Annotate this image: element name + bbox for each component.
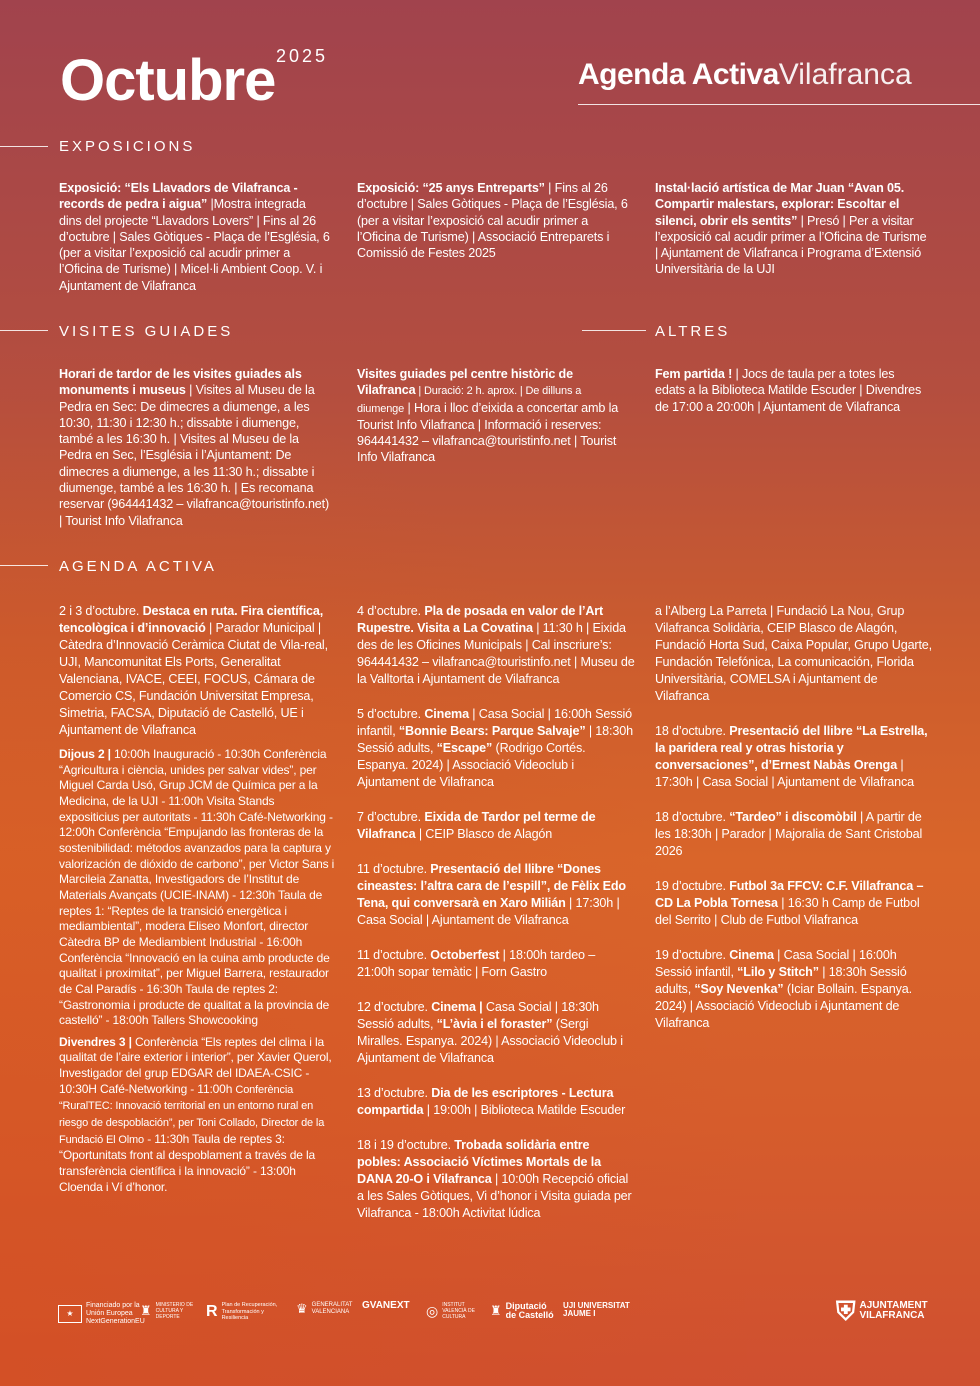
item-text: |Mostra integrada dins del projecte “Llavadors Lovers” | Fins al 26 d’octubre | Sales Gòtiques - Plaça de l’Església, 6 (per a visitar l’exposició cal acudir primer a l’Oficina de Turisme) | Micel·li Ambient Coop. V. i Ajuntament de Vilafranca <box>59 197 330 293</box>
brand-light: Vilafranca <box>778 58 912 91</box>
r-icon: R <box>206 1302 218 1320</box>
event-date: 7 d’octubre. <box>357 810 425 824</box>
event-text: | 18:30h Sessió adults, <box>357 724 633 755</box>
event-title: Cinema | <box>431 1000 483 1014</box>
logo-text: INSTITUT VALENCIÀ DE CULTURA <box>442 1302 475 1320</box>
event-date: 18 d’octubre. <box>655 724 730 738</box>
event-text: a l’Alberg La Parreta | Fundació La Nou, Grup Vilafranca Solidària, CEIP Blasco de Alagón, Fundació Horta Sud, Caixa Popular, Grupo Ugarte, Fundación Telefónica, La comunicación, Florida Universitària, COMELSA i Ajuntament de Vilafranca <box>655 604 933 703</box>
eu-flag-icon: ★ <box>58 1305 82 1323</box>
event-title: Pla de posada en valor de l’Art Rupestre. Visita a La Covatina <box>357 604 604 635</box>
event-title: Dia de les escriptores - Lectura compartida <box>357 1086 614 1117</box>
event-text: | CEIP Blasco de Alagón <box>415 827 553 841</box>
event-text: (Rodrigo Cortés. Espanya. 2024) | Associació Videoclub i Ajuntament de Vilafranca <box>357 741 586 789</box>
event-text: | A partir de les 18:30h | Parador | Majoralia de Sant Cristobal 2026 <box>655 810 923 858</box>
agenda-column-3 <box>655 603 935 1032</box>
item-title: Visites guiades pel centre històric de Vilafranca <box>357 367 573 398</box>
logo-text: Financiado por la Unión Europea NextGenerationEU <box>86 1302 145 1325</box>
day-text-small: Conferència “RuralTEC: Innovació territorial en un entorno rural en riesgo de despoblación”, per Toni Collado, Director de la Fundació El Olmo <box>59 1083 325 1146</box>
event-title: Destaca en ruta. Fira científica, tencològica i d’innovació <box>59 604 324 635</box>
logo-text: MINISTERIO DE CULTURA Y DEPORTE <box>155 1302 194 1320</box>
item-title: Horari de tardor de les visites guiades als monuments i museus <box>59 367 302 398</box>
event-text: (Sergi Miralles. Espanya. 2024) | Associació Videoclub i Ajuntament de Vilafranca <box>357 1017 623 1065</box>
day-text: - 11:30h Taula de reptes 3: “Oportunitats front al despoblament a través de la transferència científica i la innovació” - 13:00h Cloenda i Ví d’honor. <box>59 1131 315 1194</box>
logo-text: GENERALITAT VALENCIANA <box>311 1302 353 1315</box>
exposicio-1 <box>59 180 331 308</box>
ivc-logo <box>426 1302 476 1320</box>
diputacio-logo <box>490 1302 556 1320</box>
section-rule <box>0 330 48 331</box>
section-rule <box>0 565 48 566</box>
ajuntament-text <box>860 1301 928 1321</box>
crest-icon: ♜ <box>140 1303 152 1318</box>
item-duration: | Duració: 2 h. aprox. | De dilluns a diumenge <box>357 385 582 415</box>
item-text: | Hora i lloc d’eixida a concertar amb la Tourist Info Vilafranca | Informació i reserves: 964441432 – vilafranca@touristinfo.net | Tourist Info Vilafranca <box>357 400 619 465</box>
event-title: Cinema <box>729 948 774 962</box>
item-text: | Fins al 26 d’octubre | Sales Gòtiques - Plaça de l’Església, 6 (per a visitar l’exposició cal acudir primer a l’Oficina de Turisme) | Associació Entreparets i Comissió de Festes 2025 <box>357 181 628 261</box>
event-title: Presentació del llibre “La Estrella, la paridera real y otras historia y conversaciones”, d’Ernest Nabàs Orenga <box>655 724 928 772</box>
item-title: Fem partida ! <box>655 367 733 381</box>
item-text: | Visites al Museu de la Pedra en Sec: De dimecres a diumenge, a les 10:30, 11:30 i 12:30 h.; dissabte i diumenge, també a les 16:30 h. | Visites al Museu de la Pedra en Sec, l’Església i l’Ajuntament: De dimecres a diumenge, a les 11:30 h.; dissabte i diumenge, també a les 16:30 h. | Es recomana reservar (964441432 – vilafranca@touristinfo.net) | Tourist Info Vilafranca <box>59 383 330 528</box>
ajuntament-logo <box>836 1298 928 1324</box>
day-text: 10:00h Inauguració - 10:30h Conferència “Agricultura i ciència, unides per salvar vides”, per Miguel Carda Usó, Grup JCM de Química per a la Medicina, de la UJI - 11:00h Visita Stands expositicius per autoritats - 11:30h Café-Networking - 12:00h Conferència “Empujando las fronteras de la sostenibilidad: métodos avanzados para la captura y valorización de dióxido de carbono”, per Victor Sans i Marcileia Zanatta, Investigadors de l’Institut de Materials Avançats (UCIE-INAM) - 12:30h Taula de reptes 1: “Reptes de la transició energètica i mediambiental”, modera Eliseo Monfort, director Càtedra BP de Mediambient Industrial - 16:00h Conferència “Innovació en la cuina amb producte de qualitat i proximitat”, per Miguel Barrera, restaurador de Cal Paradís - 16:30h Taula de reptes 2: “Gastronomia i producte de qualitat a la provincia de castelló” - 18:00h Tallers Showcooking <box>59 747 335 1028</box>
recuperacion-logo <box>206 1302 282 1322</box>
event-title: Trobada solidària entre pobles: Associació Víctimes Mortals de la DANA 20-O i Vilafranca <box>357 1138 601 1186</box>
film-title: “Bonnie Bears: Parque Salvaje” <box>398 724 586 738</box>
event-date: 12 d’octubre. <box>357 1000 432 1014</box>
exposicio-2 <box>357 180 629 275</box>
item-title: Exposició: “25 anys Entreparts” <box>357 181 545 195</box>
event-text: | 17:30h | Casa Social | Ajuntament de Vilafranca <box>655 758 914 789</box>
page-title: Octubre <box>60 48 276 113</box>
event-text: (Iciar Bollain. Espanya. 2024) | Associació Videoclub i Ajuntament de Vilafranca <box>655 982 913 1030</box>
event-date: 18 d’octubre. <box>655 810 730 824</box>
brand-bold: Agenda Activa <box>578 58 779 91</box>
agenda-column-2 <box>357 603 635 1222</box>
event-title: Futbol 3a FFCV: C.F. Villafranca – CD La Pobla Tornesa <box>655 879 924 910</box>
generalitat-logo <box>296 1302 356 1316</box>
event-text: | 11:30 h | Eixida des de les Oficines Municipals | Cal inscriure’s: 964441432 – vilafranca@touristinfo.net | Museu de la Valltorta i Ajuntament de Vilafranca <box>357 621 635 686</box>
event-text: | 16:30 h Camp de Futbol del Serrito | Club de Futbol Vilafranca <box>655 896 920 927</box>
event-title: Eixida de Tardor pel terme de Vilafranca <box>357 810 596 841</box>
film-title: “Soy Nevenka” <box>694 982 784 996</box>
crest-icon: ♛ <box>296 1301 308 1316</box>
event-date: 2 i 3 d’octubre. <box>59 604 143 618</box>
logo-text: AJUNTAMENT <box>859 1300 928 1311</box>
crest-icon: ♜ <box>490 1303 502 1318</box>
event-text: | 18:00h tardeo – 21:00h sopar temàtic | Forn Gastro <box>357 948 596 979</box>
ministerio-logo <box>140 1302 198 1320</box>
circle-icon: ◎ <box>426 1303 439 1319</box>
logo-text: VILAFRANCA <box>859 1310 925 1321</box>
section-heading-exposicions: EXPOSICIONS <box>59 138 196 155</box>
gvanext-logo: GVANEXT <box>362 1300 410 1311</box>
event-date: 13 d’octubre. <box>357 1086 432 1100</box>
logo-text: Diputació de Castelló <box>505 1301 554 1320</box>
day-title: Divendres 3 | <box>59 1034 132 1049</box>
event-text: | Casa Social | 16:00h Sessió infantil, <box>357 707 633 738</box>
event-date: 18 i 19 d’octubre. <box>357 1138 455 1152</box>
agenda-column-1 <box>59 603 337 1209</box>
event-text: | 19:00h | Biblioteca Matilde Escuder <box>423 1103 626 1117</box>
brand-title <box>578 60 912 90</box>
event-date: 19 d’octubre. <box>655 948 730 962</box>
event-text: | 17:30h | Casa Social | Ajuntament de Vilafranca <box>357 896 620 927</box>
event-date: 5 d’octubre. <box>357 707 425 721</box>
section-heading-altres: ALTRES <box>655 323 731 340</box>
film-title: “Lilo y Stitch” <box>737 965 819 979</box>
exposicio-3 <box>655 180 927 292</box>
item-text: | Jocs de taula per a totes les edats a la Biblioteca Matilde Escuder | Divendres de 17:00 a 20:00h | Ajuntament de Vilafranca <box>655 367 922 414</box>
section-heading-visites: VISITES GUIADES <box>59 323 234 340</box>
item-title: Exposició: “Els Llavadors de Vilafranca - records de pedra i aigua” <box>59 181 298 212</box>
event-title: “Tardeo” i discomòbil <box>729 810 857 824</box>
event-title: Octoberfest <box>430 948 500 962</box>
logo-text: UJI UNIVERSITAT JAUME I <box>563 1301 630 1318</box>
event-date: 11 d’octubre. <box>357 862 431 876</box>
page-year: 2025 <box>276 46 329 66</box>
event-text: | Casa Social | 16:00h Sessió infantil, <box>655 948 897 979</box>
section-rule <box>0 146 48 147</box>
event-title: Cinema <box>424 707 469 721</box>
event-text: Casa Social | 18:30h Sessió adults, <box>357 1000 599 1031</box>
logo-text: Plan de Recuperación, Transformación y Resiliencia <box>221 1302 278 1321</box>
eu-logo <box>58 1302 144 1326</box>
uji-logo <box>563 1302 635 1318</box>
brand-divider <box>578 104 980 105</box>
section-rule <box>582 330 646 331</box>
film-title: “Escape” <box>436 741 493 755</box>
item-title: Instal·lació artística de Mar Juan “Avan 05. Compartir malestars, explorar: Escoltar el silenci, obrir els sentits” <box>655 181 905 228</box>
event-text: | Parador Municipal | Càtedra d’Innovació Ceràmica Ciutat de Vila-real, UJI, Mancomunitat Els Ports, Generalitat Valenciana, IVACE, CEEI, FOCUS, Cámara de Comercio CS, Fundación Universitat Empresa, Simetria, FACSA, Diputació de Castelló, UE i Ajuntament de Vilafranca <box>59 621 328 737</box>
day-title: Dijous 2 | <box>59 747 111 761</box>
film-title: “L’àvia i el foraster” <box>436 1017 553 1031</box>
event-date: 11 d’octubre. <box>357 948 431 962</box>
event-date: 19 d’octubre. <box>655 879 730 893</box>
shield-icon: ⛨ <box>836 1296 856 1326</box>
day-text: Conferència “Els reptes del clima i la qualitat de l’aire exterior i interior”, per Xavier Querol, Investigador del grup EDGAR del IDAEA-CSIC - 10:30H Café-Networking - 11:00h <box>59 1034 332 1096</box>
section-heading-agenda: AGENDA ACTIVA <box>59 558 217 575</box>
sponsor-logos <box>58 1302 638 1332</box>
visita-2 <box>357 366 629 480</box>
event-date: 4 d’octubre. <box>357 604 425 618</box>
altres-1 <box>655 366 927 429</box>
event-text: | 10:00h Recepció oficial a les Sales Gòtiques, Vi d’honor i Visita guiada per Vilafranca - 18:00h Activitat lúdica <box>357 1172 632 1220</box>
visita-1 <box>59 366 331 543</box>
event-text: | 18:30h Sessió adults, <box>655 965 907 996</box>
event-title: Presentació del llibre “Dones cineastes: l’altra cara de l’espill”, de Fèlix Edo Tena, qui conversarà en Xaro Milián <box>357 862 626 910</box>
item-text: | Presó | Per a visitar l’exposició cal acudir primer a l’Oficina de Turisme | Ajuntament de Vilafranca i Programa d’Extensió Universitària de la UJI <box>655 213 927 277</box>
